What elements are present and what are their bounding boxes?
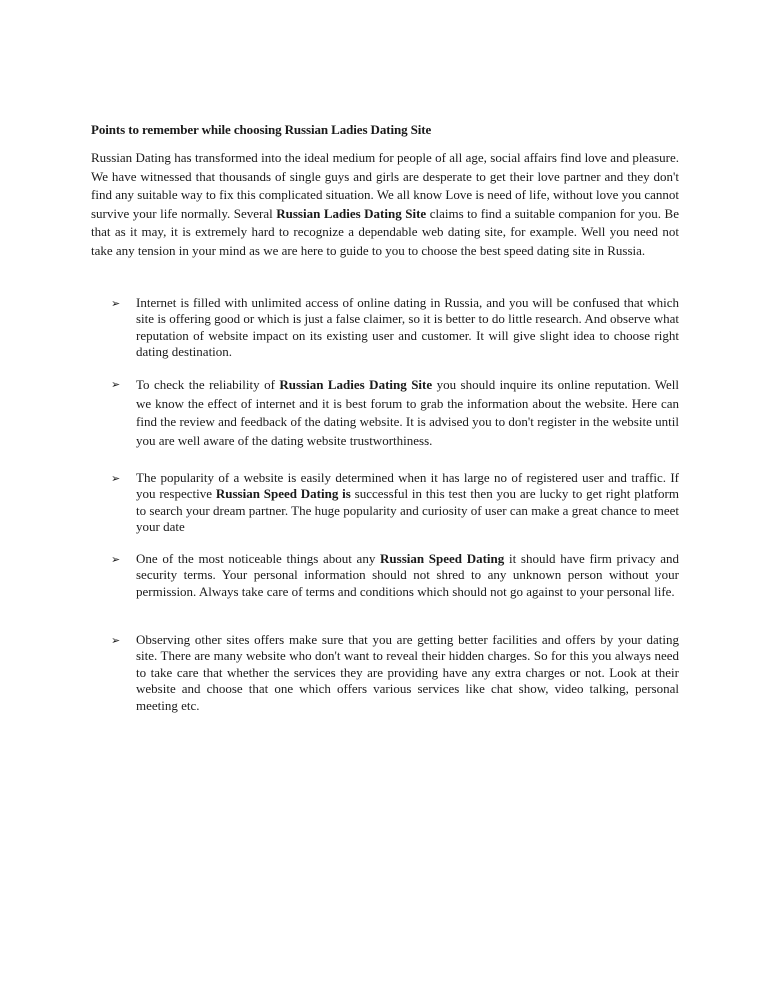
bullet-text-3-before: The popularity of a website is easily determined when it has large no of registered user and traffic. If you respective	[136, 470, 679, 502]
arrow-bullet-icon: ➢	[111, 553, 121, 566]
bullet-text-5: Observing other sites offers make sure that you are getting better facilities and offers by your dating site. There are many website who don't want to reveal their hidden charges. So for this you always need to take care that whether the services they are providing have any extra charges or not. Look at their website and choose that one which offers various services like chat show, video talking, personal meeting etc.	[136, 632, 679, 713]
bullet-text-4-bold: Russian Speed Dating	[380, 551, 505, 566]
arrow-bullet-icon: ➢	[111, 297, 121, 310]
bullet-text-3-bold: Russian Speed Dating is	[215, 486, 351, 502]
intro-paragraph	[91, 149, 679, 261]
bullet-text-4	[136, 551, 679, 600]
bullet-text-2-before: To check the reliability of	[136, 377, 280, 392]
bullet-text-2	[136, 376, 679, 450]
intro-text-part2: claims to find a suitable companion for you. Be that as it may, it is extremely hard to recognize a dependable web dating site, for example. Well you need not take any tension in your mind as we are here to guide to you to choose the best speed dating site in Russia.	[91, 205, 680, 258]
bullet-text-2-after: you should inquire its online reputation. Well we know the effect of internet and it is best forum to grab the information about the website. Here can find the review and feedback of the dating website. It is advised you to don't register in the website until you are well aware of the dating website trustworthiness.	[136, 377, 680, 448]
intro-bold-keyword: Russian Ladies Dating Site	[276, 205, 427, 221]
bullet-text-3	[136, 470, 679, 536]
bullet-text-4-after: it should have firm privacy and security terms. Your personal information should not shred to any unknown person without your permission. Always take care of terms and conditions which should not go against to your personal life.	[136, 551, 679, 599]
arrow-bullet-icon: ➢	[111, 472, 121, 485]
document-title: Points to remember while choosing Russian Ladies Dating Site	[91, 122, 432, 137]
bullet-text-4-before: One of the most noticeable things about any	[136, 551, 381, 566]
bullet-text-2-bold: Russian Ladies Dating Site	[279, 377, 433, 392]
arrow-bullet-icon: ➢	[111, 378, 121, 391]
arrow-bullet-icon: ➢	[111, 634, 121, 647]
intro-text-part1: Russian Dating has transformed into the ideal medium for people of all age, social affairs find love and pleasure. We have witnessed that thousands of single guys and girls are desperate to get their love partner and they don't find any suitable way to fix this complicated situation. We all know Love is need of life, without love you cannot survive your life normally. Several	[91, 150, 679, 221]
bullet-text-1: Internet is filled with unlimited access of online dating in Russia, and you will be confused that which site is offering good or which is just a false claimer, so it is better to do little research. And observe what reputation of website impact on its existing user and customer. It will give slight idea to choose right dating destination.	[136, 295, 679, 360]
bullet-text-3-after: successful in this test then you are lucky to get right platform to search your dream partner. The huge popularity and curiosity of user can make a great chance to meet your date	[136, 486, 679, 535]
